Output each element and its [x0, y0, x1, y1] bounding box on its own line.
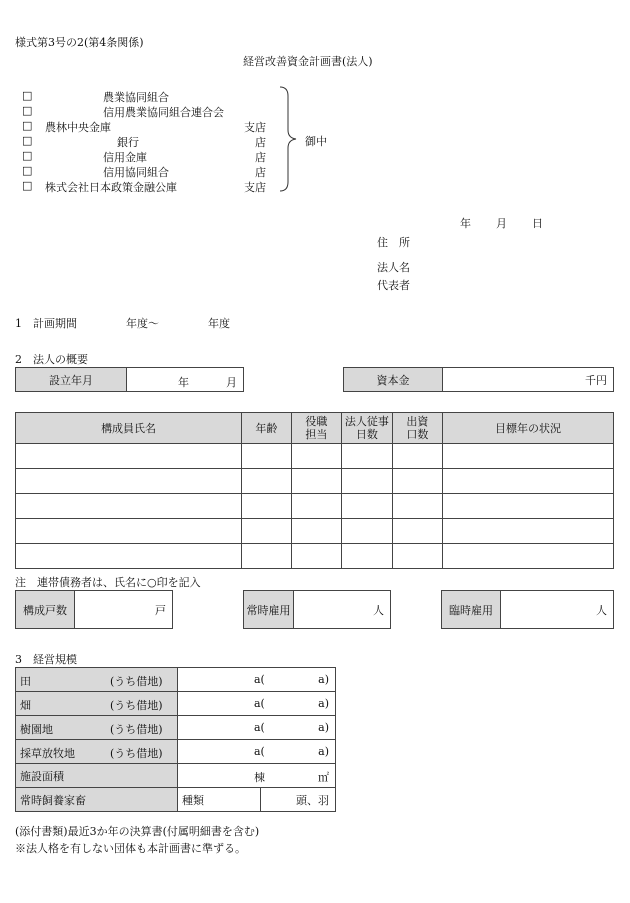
temporary-employment-label: 臨時雇用	[442, 591, 501, 628]
livestock-unit: 頭、羽	[296, 793, 329, 807]
facility-building-unit: 棟	[254, 771, 265, 784]
member-input-cell[interactable]	[16, 519, 242, 544]
land-type-cell	[16, 716, 178, 740]
established-month: 月	[226, 376, 237, 389]
table-row	[16, 494, 614, 519]
livestock-count-cell[interactable]	[261, 788, 336, 812]
checkbox-icon[interactable]: □	[22, 164, 33, 177]
member-input-cell[interactable]	[392, 519, 442, 544]
regular-employment-field[interactable]	[243, 590, 391, 629]
temporary-employment-field[interactable]	[441, 590, 614, 629]
scale-row	[16, 716, 336, 740]
member-input-cell[interactable]	[443, 544, 614, 569]
addressee-name: 信用金庫	[103, 151, 147, 164]
land-type-label: 畑	[20, 699, 31, 712]
section1-title: 1 計画期間	[15, 317, 77, 330]
land-type-label: 樹園地	[20, 723, 53, 736]
checkbox-icon[interactable]: □	[22, 119, 33, 132]
representative-label: 代表者	[377, 279, 410, 292]
member-input-cell[interactable]	[342, 494, 392, 519]
date-day: 日	[532, 217, 543, 230]
member-input-cell[interactable]	[242, 519, 292, 544]
member-input-cell[interactable]	[242, 494, 292, 519]
livestock-kind-cell[interactable]	[178, 788, 261, 812]
member-input-cell[interactable]	[392, 444, 442, 469]
table-row	[16, 519, 614, 544]
section3-title: 3 経営規模	[15, 653, 77, 666]
established-field[interactable]	[15, 367, 244, 392]
section2-title: 2 法人の概要	[15, 353, 88, 366]
joint-debtor-note: 注 連帯債務者は、氏名に○印を記入	[15, 576, 201, 589]
member-input-cell[interactable]	[16, 494, 242, 519]
addressee-name: 信用農業協同組合連合会	[103, 106, 224, 119]
member-input-cell[interactable]	[443, 469, 614, 494]
checkbox-icon[interactable]: □	[22, 149, 33, 162]
date-month: 月	[496, 217, 507, 230]
leased-area-unit: a)	[318, 697, 329, 710]
established-year: 年	[178, 376, 189, 389]
leased-land-label: (うち借地)	[110, 747, 163, 760]
member-input-cell[interactable]	[443, 519, 614, 544]
member-input-cell[interactable]	[342, 444, 392, 469]
land-type-label: 田	[20, 675, 31, 688]
land-type-label: 採草放牧地	[20, 747, 75, 760]
addressee-name: 信用協同組合	[103, 166, 169, 179]
area-unit: a(	[254, 745, 265, 758]
checkbox-icon[interactable]: □	[22, 134, 33, 147]
legal-entity-note: ※法人格を有しない団体も本計画書に準ずる。	[15, 842, 246, 855]
address-label: 住 所	[377, 236, 410, 249]
member-input-cell[interactable]	[443, 444, 614, 469]
land-type-cell	[16, 668, 178, 692]
scale-row	[16, 692, 336, 716]
members-header-cell: 出資 口数	[392, 413, 442, 444]
members-header-cell: 年齢	[242, 413, 292, 444]
households-label: 構成戸数	[16, 591, 75, 628]
capital-label: 資本金	[344, 368, 443, 391]
area-input-cell[interactable]	[178, 716, 336, 740]
addressee-suffix: 店	[255, 166, 266, 179]
period-from: 年度〜	[126, 317, 159, 330]
facility-row	[16, 764, 336, 788]
facility-label: 施設面積	[20, 769, 64, 783]
checkbox-icon[interactable]: □	[22, 104, 33, 117]
scale-row	[16, 668, 336, 692]
period-to: 年度	[208, 317, 230, 330]
facility-area-unit: ㎡	[318, 771, 329, 784]
livestock-label-cell	[16, 788, 178, 812]
member-input-cell[interactable]	[342, 544, 392, 569]
area-input-cell[interactable]	[178, 740, 336, 764]
leased-land-label: (うち借地)	[110, 723, 163, 736]
leased-area-unit: a)	[318, 673, 329, 686]
member-input-cell[interactable]	[342, 469, 392, 494]
members-table	[15, 412, 614, 569]
member-input-cell[interactable]	[392, 544, 442, 569]
onchu-label: 御中	[305, 135, 327, 148]
addressee-name: 株式会社日本政策金融公庫	[45, 181, 177, 194]
addressee-name: 農業協同組合	[103, 91, 169, 104]
member-input-cell[interactable]	[291, 519, 341, 544]
table-row	[16, 469, 614, 494]
land-type-cell	[16, 692, 178, 716]
capital-field[interactable]	[343, 367, 614, 392]
page-title: 経営改善資金計画書(法人)	[243, 55, 373, 68]
checkbox-icon[interactable]: □	[22, 179, 33, 192]
addressee-suffix: 支店	[244, 181, 266, 194]
checkbox-icon[interactable]: □	[22, 89, 33, 102]
member-input-cell[interactable]	[392, 469, 442, 494]
brace-icon	[278, 86, 300, 192]
capital-unit: 千円	[585, 373, 607, 387]
member-input-cell[interactable]	[291, 544, 341, 569]
area-input-cell[interactable]	[178, 668, 336, 692]
member-input-cell[interactable]	[342, 519, 392, 544]
addressee-name: 農林中央金庫	[45, 121, 111, 134]
households-unit: 戸	[155, 603, 166, 617]
member-input-cell[interactable]	[242, 469, 292, 494]
established-label: 設立年月	[16, 368, 127, 391]
facility-input-cell[interactable]	[178, 764, 336, 788]
form-number: 様式第3号の2(第4条関係)	[15, 36, 144, 49]
members-header-cell: 役職 担当	[291, 413, 341, 444]
leased-land-label: (うち借地)	[110, 699, 163, 712]
addressee-suffix: 店	[255, 136, 266, 149]
member-input-cell[interactable]	[16, 469, 242, 494]
date-year: 年	[460, 217, 471, 230]
area-unit: a(	[254, 721, 265, 734]
addressee-suffix: 支店	[244, 121, 266, 134]
facility-label-cell	[16, 764, 178, 788]
member-input-cell[interactable]	[291, 494, 341, 519]
area-unit: a(	[254, 673, 265, 686]
member-input-cell[interactable]	[16, 544, 242, 569]
addressee-suffix: 店	[255, 151, 266, 164]
leased-area-unit: a)	[318, 745, 329, 758]
regular-employment-label: 常時雇用	[244, 591, 294, 628]
member-input-cell[interactable]	[291, 444, 341, 469]
area-unit: a(	[254, 697, 265, 710]
leased-land-label: (うち借地)	[110, 675, 163, 688]
member-input-cell[interactable]	[242, 444, 292, 469]
members-header-cell: 目標年の状況	[443, 413, 614, 444]
scale-row	[16, 740, 336, 764]
table-row	[16, 544, 614, 569]
member-input-cell[interactable]	[242, 544, 292, 569]
livestock-label: 常時飼養家畜	[20, 793, 86, 807]
member-input-cell[interactable]	[16, 444, 242, 469]
members-header-cell: 構成員氏名	[16, 413, 242, 444]
land-type-cell	[16, 740, 178, 764]
attachments-note: (添付書類)最近3か年の決算書(付属明細書を含む)	[15, 825, 260, 838]
area-input-cell[interactable]	[178, 692, 336, 716]
member-input-cell[interactable]	[291, 469, 341, 494]
table-row	[16, 444, 614, 469]
corp-name-label: 法人名	[377, 261, 410, 274]
member-input-cell[interactable]	[443, 494, 614, 519]
regular-employment-unit: 人	[373, 603, 384, 617]
member-input-cell[interactable]	[392, 494, 442, 519]
scale-table	[15, 667, 336, 812]
livestock-kind-label: 種類	[182, 793, 204, 807]
members-header-cell: 法人従事 日数	[342, 413, 392, 444]
households-field[interactable]	[15, 590, 173, 629]
temporary-employment-unit: 人	[596, 603, 607, 617]
leased-area-unit: a)	[318, 721, 329, 734]
addressee-name: 銀行	[117, 136, 139, 149]
livestock-row	[16, 788, 336, 812]
